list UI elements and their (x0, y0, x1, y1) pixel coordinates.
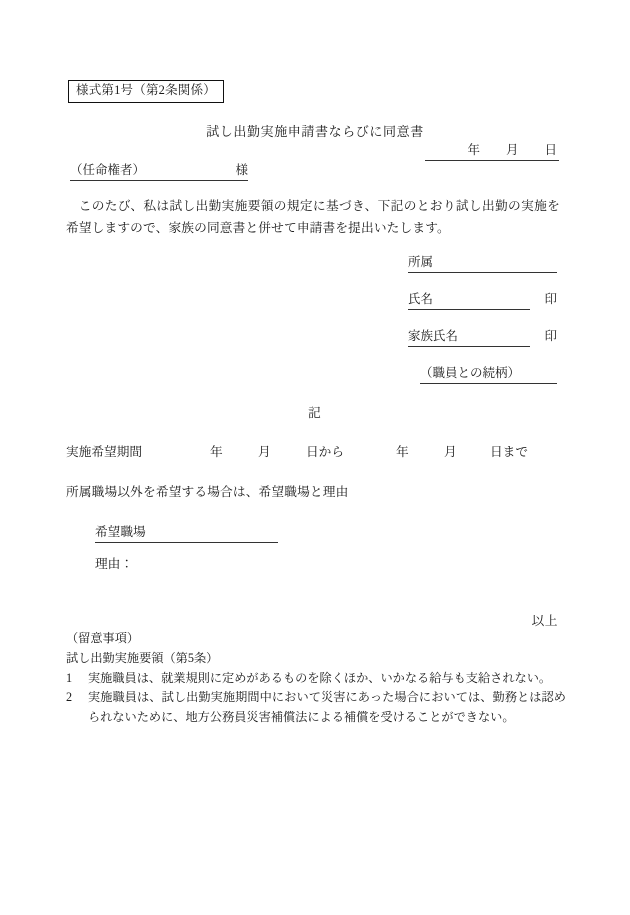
affiliation-label: 所属 (408, 252, 557, 273)
notes-subheading: 試し出勤実施要領（第5条） (66, 650, 219, 665)
desired-period-row (66, 441, 566, 460)
addressee-honorific: 様 (235, 163, 248, 177)
note-text: 実施職員は、就業規則に定めがあるものを除くほか、いかなる給与も支給されない。 (88, 670, 552, 685)
period-end-month-label: 月 (444, 445, 457, 459)
signature-block (408, 252, 557, 393)
period-start-year-label: 年 (210, 445, 223, 459)
period-end-year-label: 年 (396, 445, 409, 459)
family-name-label: 家族氏名 (408, 326, 530, 347)
ki-marker: 記 (308, 406, 322, 420)
form-number-box: 様式第1号（第2条関係） (68, 80, 224, 103)
note-text: 実施職員は、試し出勤実施期間中において災害にあった場合においては、勤務とは認められないために、地方公務員災害補償法による補償を受けることができない。 (88, 690, 566, 725)
appointing-authority-label: （任命権者） (70, 163, 146, 177)
affiliation-row (408, 252, 557, 289)
period-start-month-label: 月 (258, 445, 271, 459)
date-year-label: 年 (467, 143, 480, 157)
note-item (66, 688, 566, 728)
desired-workplace-field: 希望職場 (95, 521, 278, 543)
closing-mark: 以上 (531, 614, 558, 628)
date-day-label: 日 (544, 143, 557, 157)
name-row (408, 289, 557, 326)
body-paragraph: このたび、私は試し出勤実施要領の規定に基づき、下記のとおり試し出勤の実施を希望しますので、家族の同意書と併せて申請書を提出いたします。 (66, 199, 560, 235)
name-seal-label: 印 (544, 292, 557, 306)
note-item (66, 669, 566, 689)
family-name-seal-label: 印 (544, 329, 557, 343)
notes-heading: （留意事項） (66, 631, 140, 645)
note-number: 2 (66, 690, 73, 705)
document-title: 試し出勤実施申請書ならびに同意書 (206, 124, 424, 139)
reason-field: 理由： (95, 557, 134, 571)
date-line (425, 140, 559, 161)
addressee-line (70, 160, 248, 181)
notes-section (66, 629, 566, 728)
workplace-instruction: 所属職場以外を希望する場合は、希望職場と理由 (66, 485, 349, 499)
date-month-label: 月 (505, 143, 519, 157)
name-label: 氏名 (408, 289, 530, 310)
desired-period-label: 実施希望期間 (66, 445, 143, 459)
period-end-day-label: 日まで (490, 445, 529, 459)
period-start-day-label: 日から (306, 445, 345, 459)
family-name-row (408, 326, 557, 363)
note-number: 1 (66, 670, 73, 685)
relationship-row (408, 363, 557, 393)
relationship-label: （職員との続柄） (420, 363, 557, 384)
